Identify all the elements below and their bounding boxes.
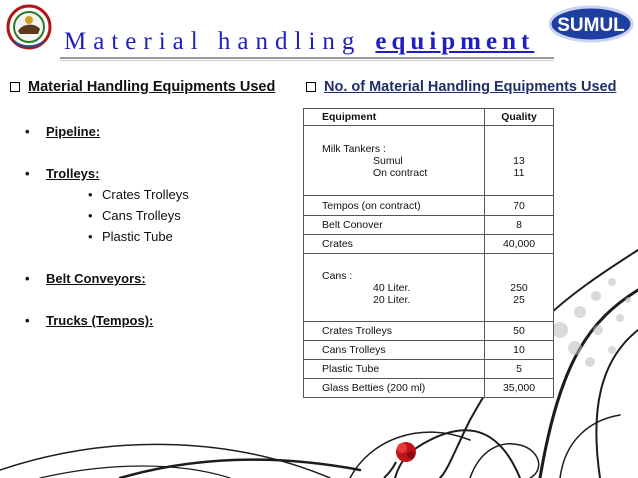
bullet-icon: • — [88, 208, 93, 223]
bullet-icon: • — [25, 271, 30, 286]
cell-name: Glass Betties (200 ml) — [304, 379, 485, 398]
cell-value: 35,000 — [485, 379, 554, 398]
table-row — [304, 254, 554, 322]
table-row — [304, 379, 554, 398]
cell-value: 8 — [485, 216, 554, 235]
cell-value: 11 — [513, 166, 525, 179]
table-row — [304, 235, 554, 254]
sub-item-name: 40 Liter. — [373, 281, 411, 294]
sumul-logo-text: SUMUL — [557, 15, 625, 36]
table-row — [304, 341, 554, 360]
title-part-2: equipment — [375, 28, 535, 55]
bullet-icon: • — [88, 229, 93, 244]
bullet-icon: • — [25, 313, 30, 328]
cell-value: 25 — [513, 293, 525, 306]
sumul-logo — [548, 4, 634, 44]
cell-name: Crates — [304, 235, 485, 254]
column-header-quality: Quality — [485, 109, 554, 126]
table-row — [304, 322, 554, 341]
title-part-1: Material handling — [64, 28, 362, 55]
equipment-table — [303, 108, 554, 398]
checkbox-bullet-icon — [306, 82, 316, 92]
sub-item-name: 20 Liter. — [373, 293, 411, 306]
group-label: Milk Tankers : — [322, 142, 386, 155]
cell-value: 13 — [513, 154, 525, 167]
cell-name: Plastic Tube — [304, 360, 485, 379]
title-underline-shadow — [60, 60, 554, 61]
rose-flower-icon — [384, 442, 416, 478]
bullet-icon: • — [88, 187, 93, 202]
left-section-heading: Material Handling Equipments Used — [10, 79, 275, 95]
bullet-icon: • — [25, 124, 30, 139]
dairy-emblem-logo — [4, 4, 54, 50]
cell-value: 40,000 — [485, 235, 554, 254]
checkbox-bullet-icon — [10, 82, 20, 92]
title-underline — [60, 57, 554, 59]
right-section-heading: No. of Material Handling Equipments Used — [306, 79, 616, 95]
cell-name: Belt Conover — [304, 216, 485, 235]
dairy-emblem-icon — [4, 4, 54, 50]
bullet-icon: • — [25, 166, 30, 181]
cell-value: 10 — [485, 341, 554, 360]
sub-item-name: On contract — [373, 166, 428, 179]
cell-name: Tempos (on contract) — [304, 196, 485, 216]
column-header-equipment: Equipment — [304, 109, 485, 126]
table-row — [304, 216, 554, 235]
cell-value: 5 — [485, 360, 554, 379]
cell-value: 70 — [485, 196, 554, 216]
table-header-row — [304, 109, 554, 126]
cell-value: 50 — [485, 322, 554, 341]
cell-name: Crates Trolleys — [304, 322, 485, 341]
cell-value: 250 — [510, 281, 528, 294]
table-row — [304, 360, 554, 379]
sub-item-name: Sumul — [373, 154, 403, 167]
cell-name: Cans Trolleys — [304, 341, 485, 360]
table-row — [304, 196, 554, 216]
group-label: Cans : — [322, 269, 353, 282]
table-row — [304, 126, 554, 196]
